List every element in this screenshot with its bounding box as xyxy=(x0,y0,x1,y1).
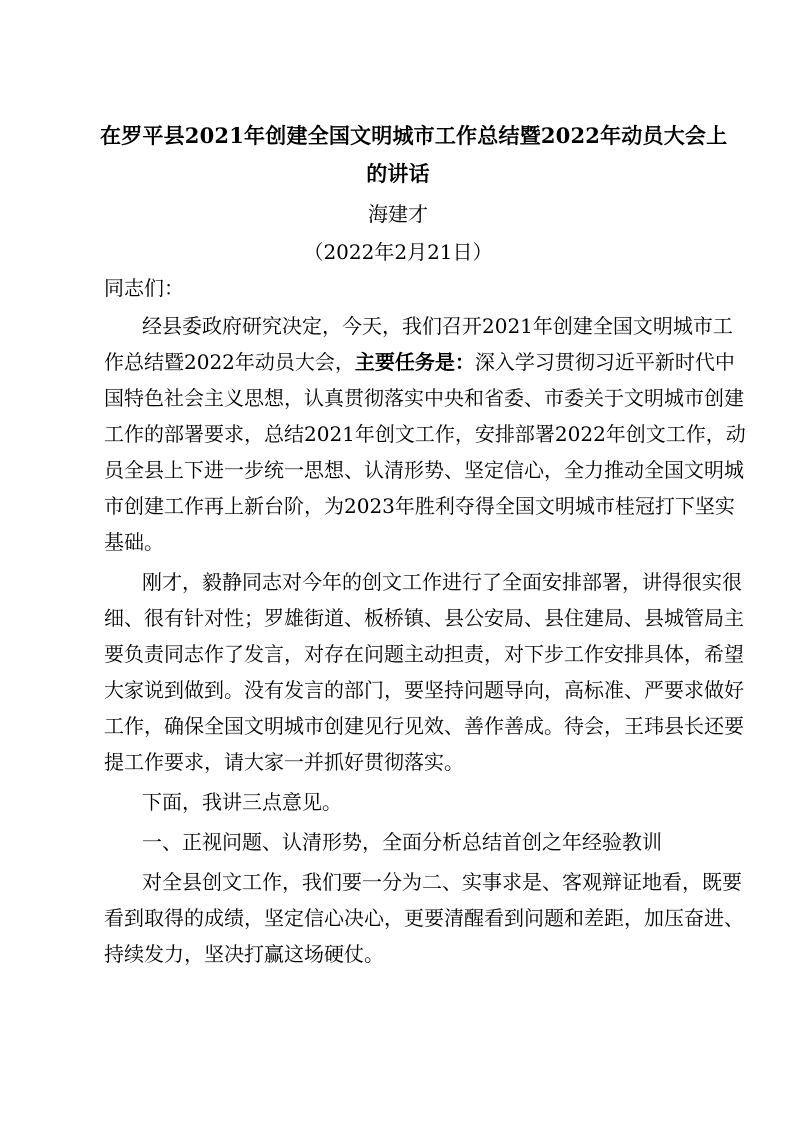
paragraph-4-line-3: 持续发力，坚决打赢这场硬仗。 xyxy=(104,942,384,966)
paragraph-1-line-2-end: 深入学习贯彻习近平新时代中 xyxy=(474,350,735,374)
paragraph-2-line-4: 大家说到做到。没有发言的部门，要坚持问题导向，高标准、严要求做好 xyxy=(104,678,744,702)
author-name: 海建才 xyxy=(368,202,428,226)
speech-date: （2022年2月21日） xyxy=(303,240,493,264)
main-task-label: 主要任务是： xyxy=(354,350,475,374)
paragraph-1-line-5: 员全县上下进一步统一思想、认清形势、坚定信心，全力推动全国文明城 xyxy=(104,458,744,482)
paragraph-4-line-1: 对全县创文工作，我们要一分为二、实事求是、客观辩证地看，既要 xyxy=(142,870,742,894)
paragraph-4-line-2: 看到取得的成绩，坚定信心决心，更要清醒看到问题和差距，加压奋进、 xyxy=(104,906,744,930)
paragraph-2-line-1: 刚才，毅静同志对今年的创文工作进行了全面安排部署，讲得很实很 xyxy=(142,570,742,594)
paragraph-1-line-4: 工作的部署要求，总结2021年创文工作，安排部署2022年创文工作，动 xyxy=(104,422,746,446)
paragraph-1-line-2-start: 作总结暨2022年动员大会， xyxy=(104,350,355,374)
paragraph-1-line-1: 经县委政府研究决定，今天，我们召开2021年创建全国文明城市工 xyxy=(142,314,733,338)
paragraph-2-line-6: 提工作要求，请大家一并抓好贯彻落实。 xyxy=(104,750,464,774)
paragraph-3: 下面，我讲三点意见。 xyxy=(142,790,342,814)
document-title-line-1: 在罗平县2021年创建全国文明城市工作总结暨2022年动员大会上 xyxy=(100,123,728,148)
paragraph-1-line-2 xyxy=(104,350,735,374)
section-1-heading: 一、正视问题、认清形势，全面分析总结首创之年经验教训 xyxy=(142,830,662,854)
paragraph-2-line-2: 细、很有针对性；罗雄街道、板桥镇、县公安局、县住建局、县城管局主 xyxy=(104,606,744,630)
paragraph-2-line-5: 工作，确保全国文明城市创建见行见效、善作善成。待会，王玮县长还要 xyxy=(104,714,744,738)
paragraph-2-line-3: 要负责同志作了发言，对存在问题主动担责，对下步工作安排具体，希望 xyxy=(104,642,744,666)
document-title-line-2: 的讲话 xyxy=(366,161,430,186)
salutation: 同志们： xyxy=(104,276,184,300)
paragraph-1-line-3: 国特色社会主义思想，认真贯彻落实中央和省委、市委关于文明城市创建 xyxy=(104,386,744,410)
paragraph-1-line-6: 市创建工作再上新台阶，为2023年胜利夺得全国文明城市桂冠打下坚实 xyxy=(104,494,735,518)
paragraph-1-line-7: 基础。 xyxy=(104,530,164,554)
